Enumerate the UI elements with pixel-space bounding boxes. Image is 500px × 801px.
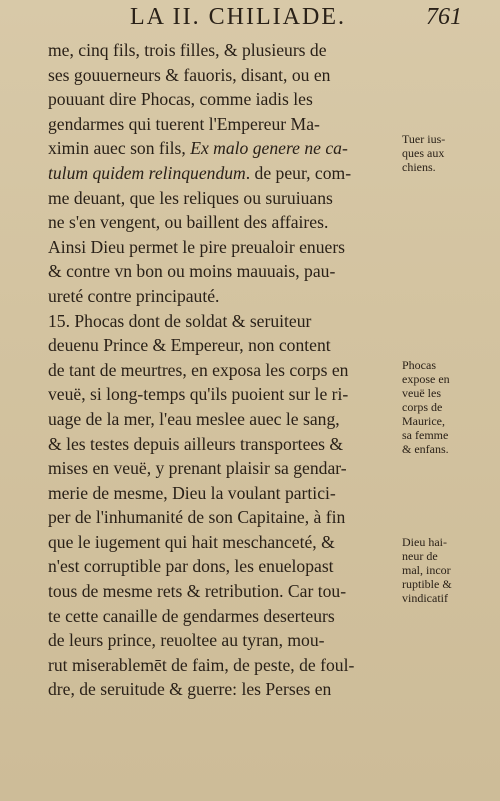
margin-note-line: Phocas [402,358,436,372]
text-line-with-latin [48,161,400,186]
margin-note-line: Dieu hai- [402,535,447,549]
text-line: mises en veuë, y prenant plaisir sa gendar- [48,458,347,479]
text-line: pouuant dire Phocas, comme iadis les [48,89,313,110]
margin-note-line: veuë les [402,386,441,400]
margin-note-line: neur de [402,549,438,563]
running-title: LA II. CHILIADE. [130,4,346,30]
text-line: deuenu Prince & Empereur, non content [48,335,331,356]
text-line: merie de mesme, Dieu la voulant partici- [48,482,336,503]
text-line: me, cinq fils, trois filles, & plusieurs de [48,40,327,60]
margin-note-line: mal, incor [402,563,451,577]
text-line: gendarmes qui tuerent l'Empereur Ma- [48,113,320,134]
margin-note-dieu [402,535,492,605]
margin-note-line: sa femme [402,428,449,442]
margin-note-line: corps de [402,400,443,414]
text-line: & les testes depuis ailleurs transportees & [48,433,344,454]
margin-note-phocas [402,358,492,456]
text-line: veuë, si long-temps qu'ils puoient sur le ri- [48,384,349,405]
text-line: ne s'en vengent, ou baillent des affaires. [48,212,329,233]
text-line: uage de la mer, l'eau meslee auec le sang, [48,408,340,429]
text-line: de tant de meurtres, en exposa les corps en [48,359,349,380]
margin-note-line: Maurice, [402,414,445,428]
margin-note-line: & enfans. [402,442,449,456]
text-line: per de l'inhumanité de son Capitaine, à fin [48,507,346,528]
margin-note-line: expose en [402,372,450,386]
text-line: me deuant, que les reliques ou suruiuans [48,187,333,208]
text-segment: ximin auec son fils, [48,138,191,159]
margin-note-line: ruptible & [402,577,452,591]
page-number: 761 [426,4,462,30]
text-segment: . de peur, com- [245,162,352,183]
text-line: de leurs prince, reuoltee au tyran, mou- [48,630,325,651]
body-text [48,38,400,702]
margin-note-line: vindicatif [402,591,448,605]
text-line: dre, de seruitude & guerre: les Perses en [48,679,332,700]
text-line: Ainsi Dieu permet le pire preualoir enuers [48,236,346,257]
text-line: & contre vn bon ou moins mauuais, pau- [48,261,336,282]
latin-quote: Ex malo genere ne ca- [190,138,348,159]
text-line: tous de mesme rets & retribution. Car tou- [48,581,347,602]
margin-note-line: chiens. [402,160,436,174]
text-line: que le iugement qui hait meschanceté, & [48,531,335,552]
text-line: n'est corruptible par dons, les enuelopast [48,556,334,577]
text-line-with-latin [48,136,400,161]
text-line: rut miserablemēt de faim, de peste, de foul- [48,654,355,675]
margin-note-line: Tuer ius- [402,132,446,146]
margin-note-tuer [402,132,492,174]
text-line: ses gouuerneurs & fauoris, disant, ou en [48,64,331,85]
latin-quote-continued: tulum quidem relinquendum [48,162,246,183]
text-line: te cette canaille de gendarmes deserteurs [48,605,335,626]
text-line: ureté contre principauté. [48,285,220,306]
paragraph-start: 15. Phocas dont de soldat & seruiteur [48,310,312,331]
margin-note-line: ques aux [402,146,445,160]
